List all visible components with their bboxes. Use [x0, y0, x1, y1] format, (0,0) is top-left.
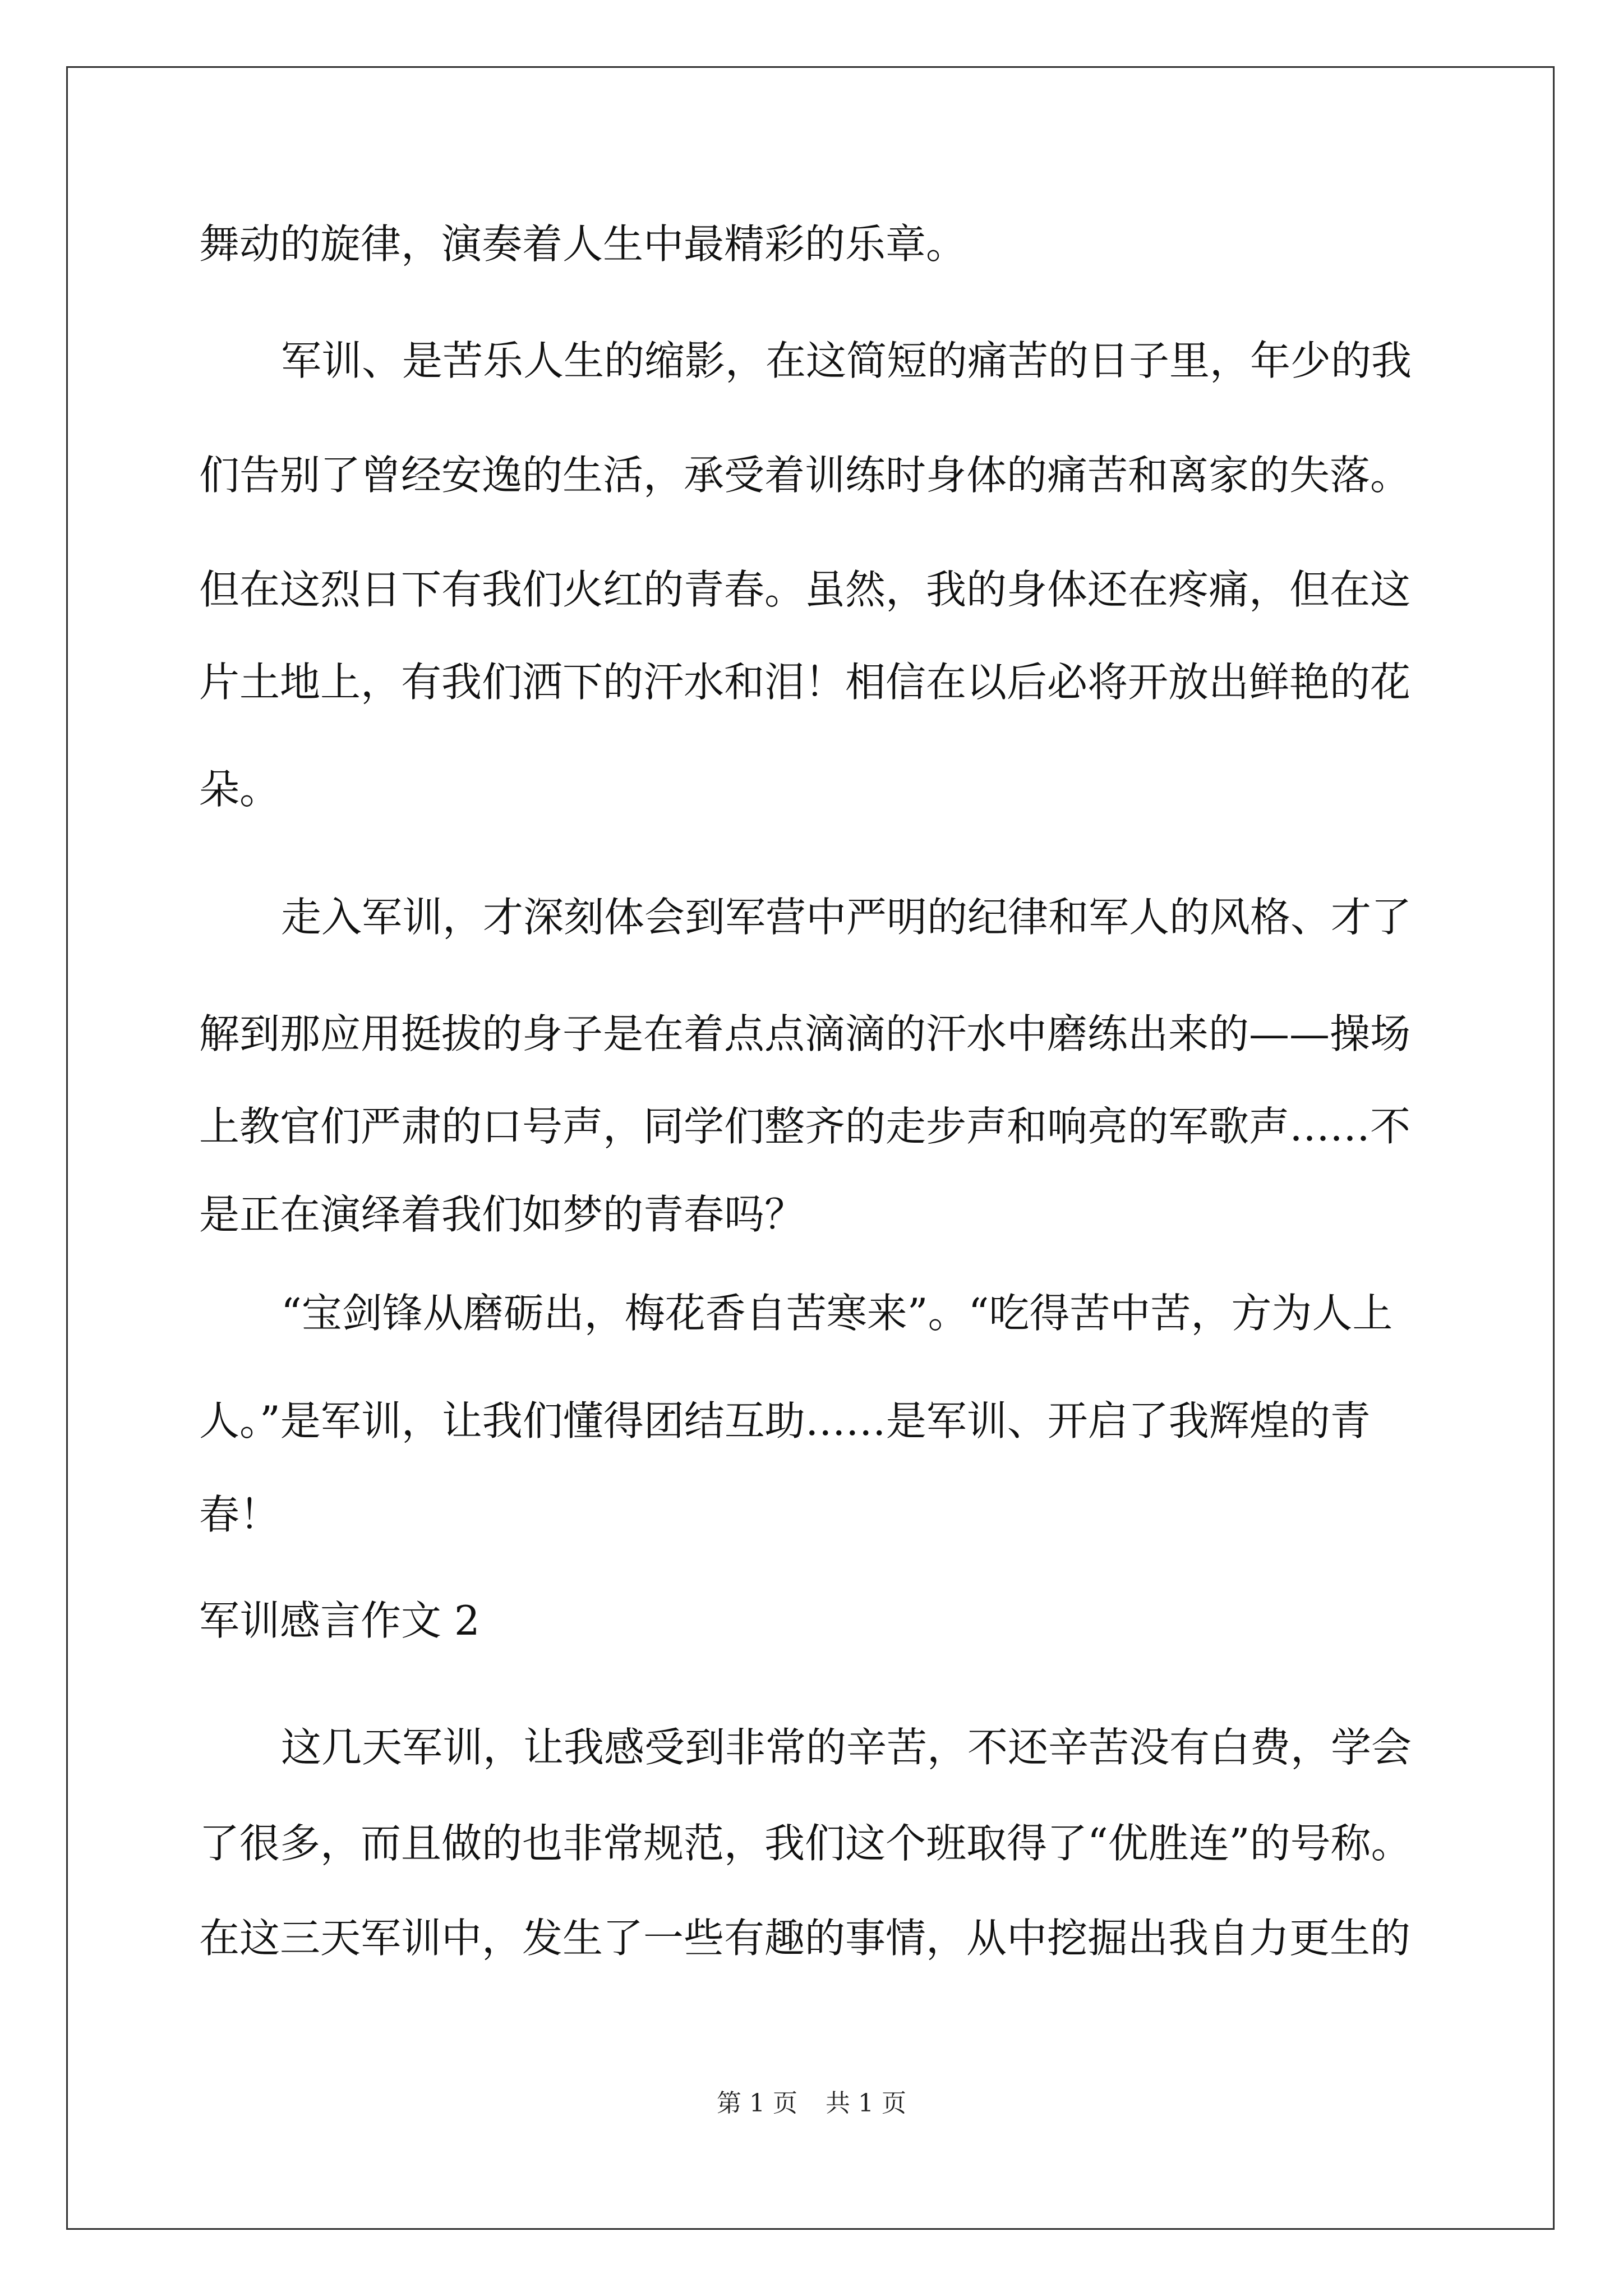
text-line: 人。”是军训，让我们懂得团结互助……是军训、开启了我辉煌的青 [199, 1397, 1371, 1444]
text-line: 春！ [199, 1491, 280, 1538]
text-line: 舞动的旋律，演奏着人生中最精彩的乐章。 [199, 220, 967, 268]
section-heading: 军训感言作文 2 [199, 1597, 480, 1644]
text-line: “宝剑锋从磨砺出，梅花香自苦寒来”。“吃得苦中苦，方为人上 [281, 1290, 1393, 1337]
text-line: 上教官们严肃的口号声，同学们整齐的走步声和响亮的军歌声……不 [199, 1103, 1411, 1150]
text-line: 们告别了曾经安逸的生活，承受着训练时身体的痛苦和离家的失落。 [199, 452, 1411, 499]
page-number-total: 共 1 页 [826, 2089, 906, 2118]
page-number-current: 第 1 页 [717, 2089, 797, 2118]
text-line: 但在这烈日下有我们火红的青春。虽然，我的身体还在疼痛，但在这 [199, 566, 1411, 613]
text-line: 片土地上，有我们洒下的汗水和泪！相信在以后必将开放出鲜艳的花 [199, 659, 1411, 706]
text-line: 是正在演绎着我们如梦的青春吗？ [199, 1191, 805, 1238]
text-line: 这几天军训，让我感受到非常的辛苦，不还辛苦没有白费，学会 [281, 1724, 1412, 1771]
text-line: 走入军训，才深刻体会到军营中严明的纪律和军人的风格、才了 [281, 894, 1412, 941]
text-line: 朵。 [199, 766, 280, 813]
text-line: 了很多，而且做的也非常规范，我们这个班取得了“优胜连”的号称。 [199, 1820, 1412, 1867]
text-line: 在这三天军训中，发生了一些有趣的事情，从中挖掘出我自力更生的 [199, 1915, 1411, 1962]
text-line: 解到那应用挺拔的身子是在着点点滴滴的汗水中磨练出来的——操场 [199, 1010, 1411, 1057]
page-footer [0, 2087, 1623, 2120]
text-line: 军训、是苦乐人生的缩影，在这简短的痛苦的日子里，年少的我 [281, 337, 1412, 384]
